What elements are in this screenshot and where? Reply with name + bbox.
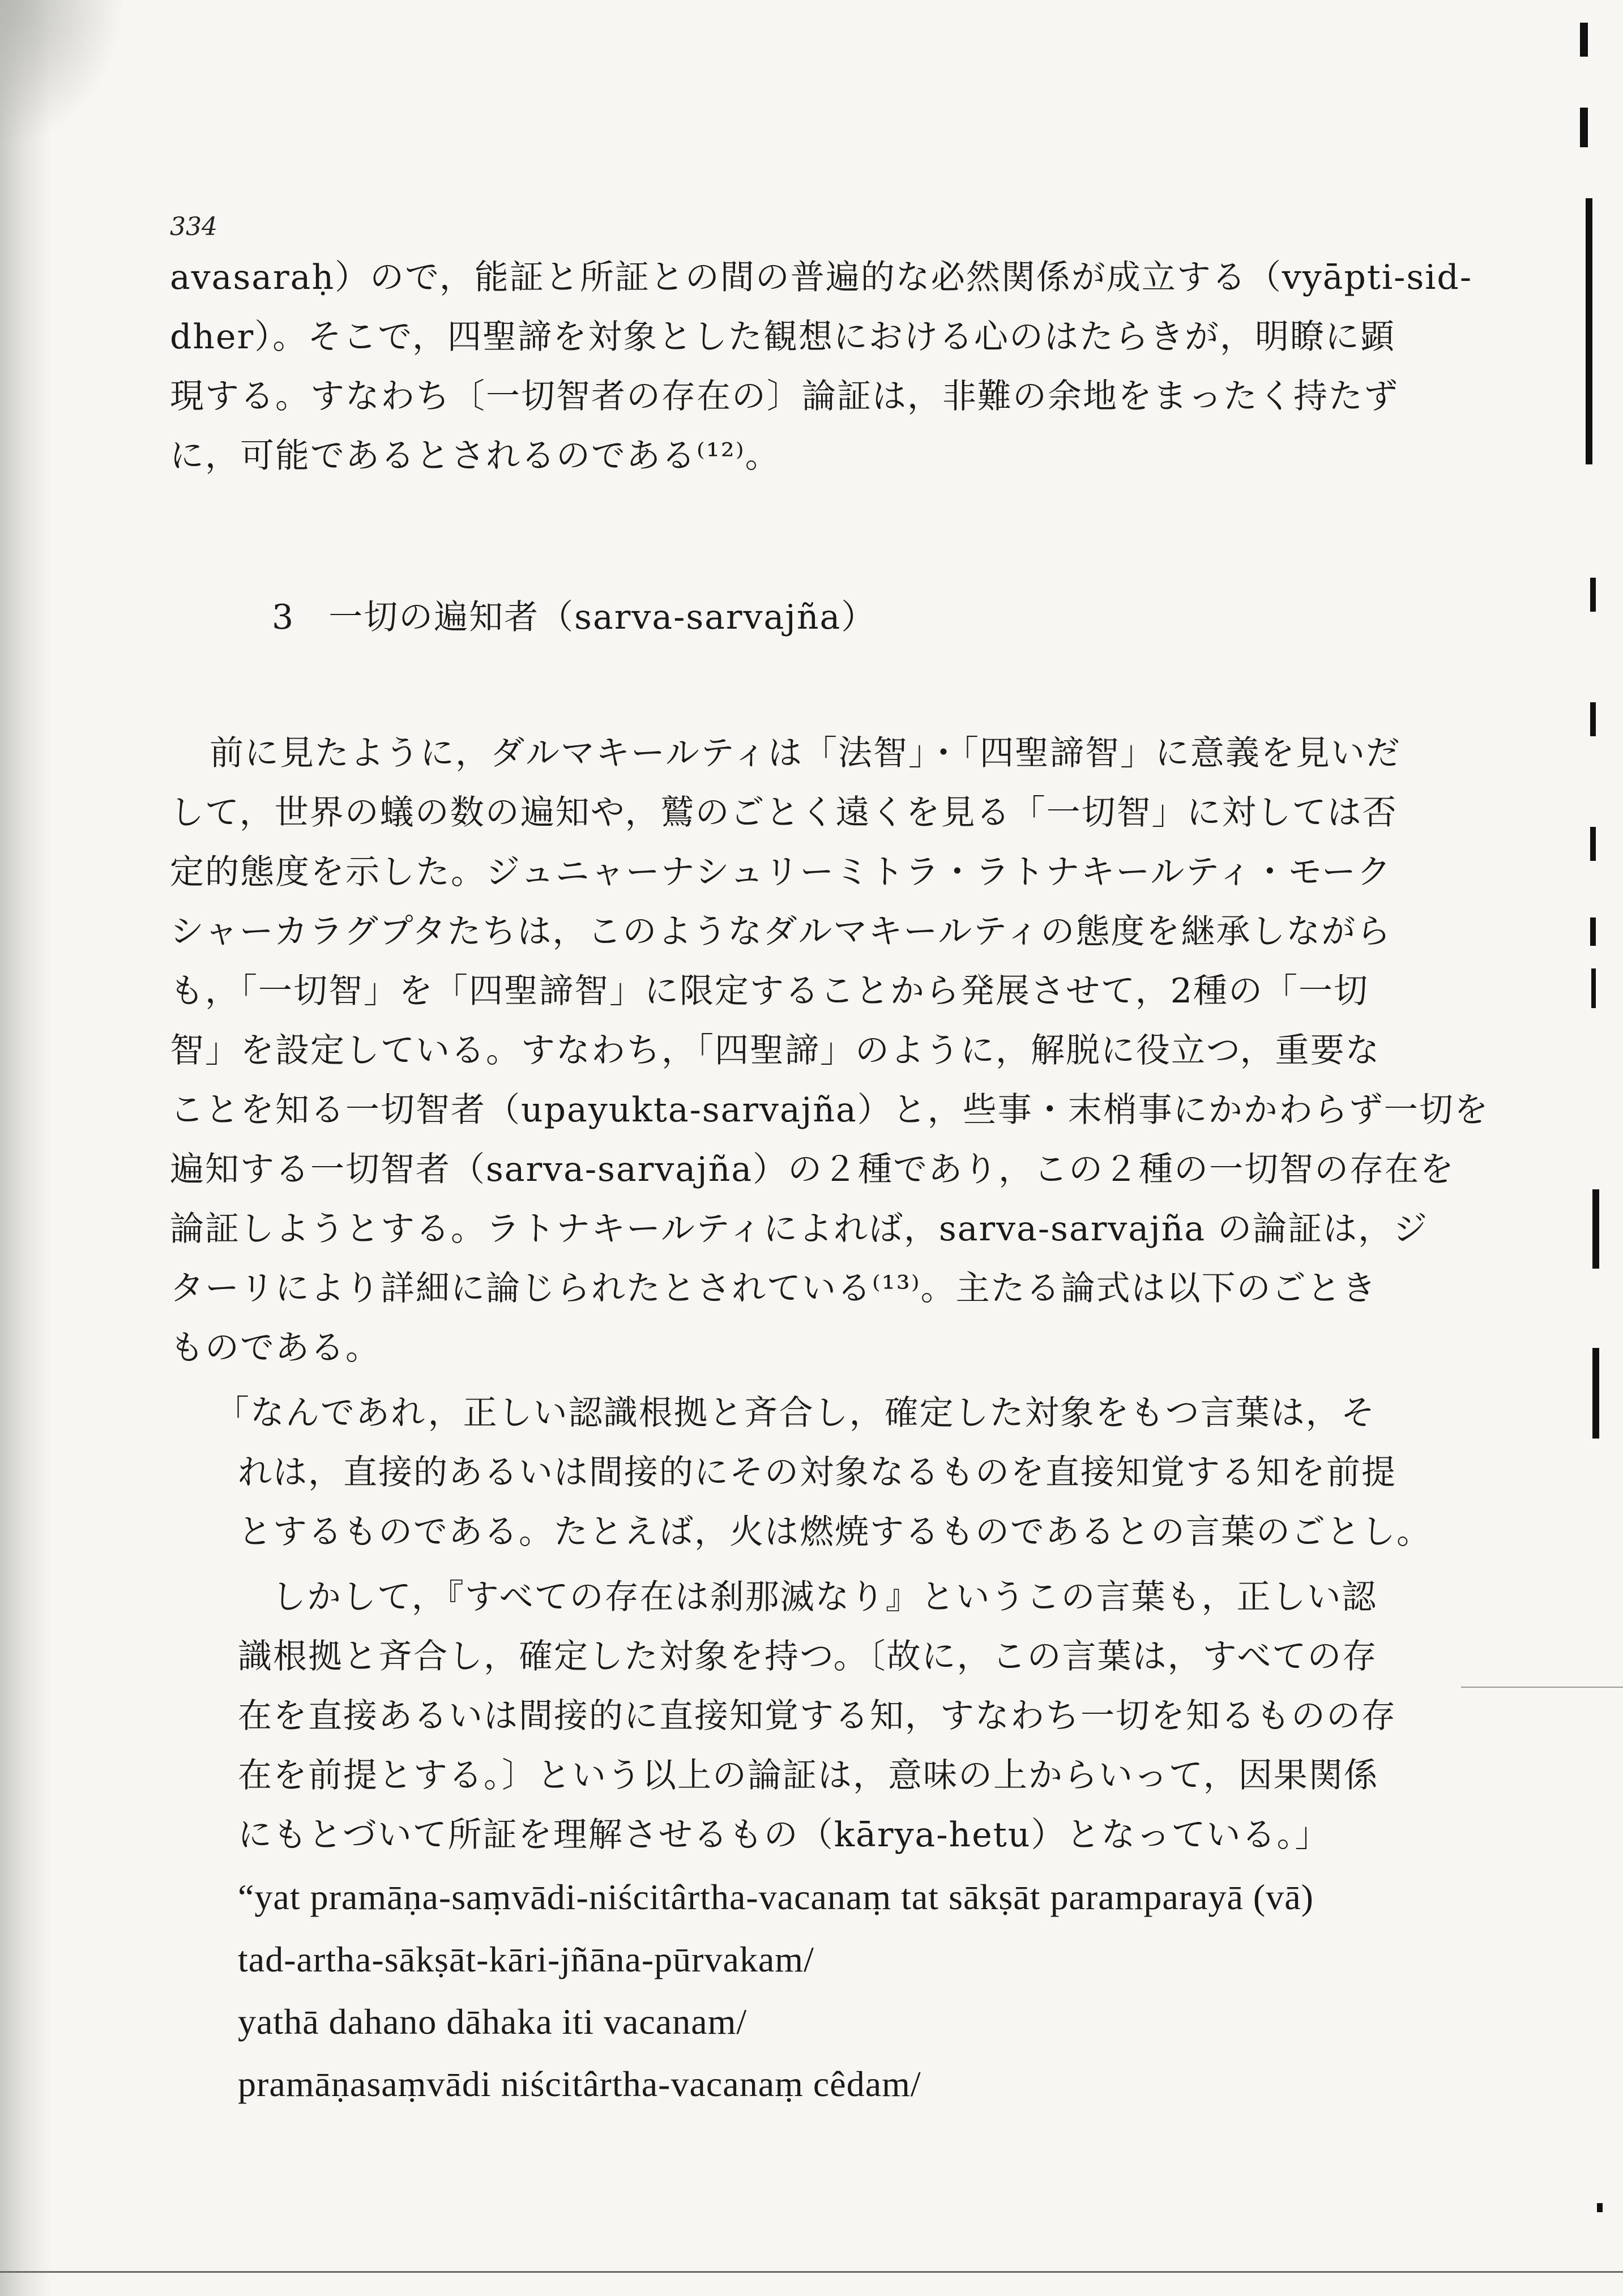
binding-mark xyxy=(1591,968,1596,1008)
text-line: ターリにより詳細に論じられたとされている⁽¹³⁾。主たる論式は以下のごとき xyxy=(170,1269,1377,1308)
page-number: 334 xyxy=(170,212,217,241)
text-line: avasaraḥ）ので，能証と所証との間の普遍的な必然関係が成立する（vyāpti-sid- xyxy=(170,258,1473,297)
sanskrit-line: pramāṇasaṃvādi niścitârtha-vacanaṃ cêdam/ xyxy=(238,2064,921,2104)
sanskrit-line: “yat pramāṇa-saṃvādi-niścitârtha-vacanaṃ tat sākṣāt paramparayā (vā) xyxy=(238,1877,1314,1917)
binding-mark xyxy=(1580,108,1588,147)
binding-mark xyxy=(1590,917,1596,946)
binding-mark xyxy=(1590,578,1596,612)
binding-mark xyxy=(1590,827,1596,861)
text-line: も，「一切智」を「四聖諦智」に限定することから発展させて，2種の「一切 xyxy=(170,971,1369,1011)
sanskrit-line: yathā dahano dāhaka iti vacanam/ xyxy=(238,2001,748,2042)
binding-mark xyxy=(1592,1189,1599,1269)
binding-mark xyxy=(1580,23,1588,57)
text-line: 現する。すなわち〔一切智者の存在の〕論証は，非難の余地をまったく持たず xyxy=(170,377,1399,416)
quote-line: 「なんであれ，正しい認識根拠と斉合し，確定した対象をもつ言葉は，そ xyxy=(215,1393,1376,1433)
text-line: ものである。 xyxy=(170,1328,381,1368)
binding-mark xyxy=(1590,702,1596,736)
quote-line: 在を前提とする。〕という以上の論証は，意味の上からいって，因果関係 xyxy=(238,1756,1379,1795)
section-title: 一切の遍知者（sarva-sarvajña） xyxy=(328,598,877,637)
text-line: 定的態度を示した。ジュニャーナシュリーミトラ・ラトナキールティ・モーク xyxy=(170,852,1392,892)
quote-line: れは，直接的あるいは間接的にその対象なるものを直接知覚する知を前提 xyxy=(238,1453,1396,1492)
quote-line: 在を直接あるいは間接的に直接知覚する知，すなわち一切を知るものの存 xyxy=(238,1696,1396,1736)
quote-line: 識根拠と斉合し，確定した対象を持つ。〔故に，この言葉は，すべての存 xyxy=(238,1637,1378,1676)
section-number: 3 xyxy=(272,598,295,637)
quote-line: にもとづいて所証を理解させるもの（kārya-hetu）となっている。」 xyxy=(238,1815,1330,1855)
text-line: dher）。そこで，四聖諦を対象とした観想における心のはたらきが，明瞭に顕 xyxy=(170,317,1396,357)
binding-mark xyxy=(1597,2203,1603,2212)
text-line: 智」を設定している。すなわち，「四聖諦」のように，解脱に役立つ，重要な xyxy=(170,1031,1381,1070)
text-line: して，世界の蟻の数の遍知や，鷲のごとく遠くを見る「一切智」に対しては否 xyxy=(170,793,1398,833)
scan-shadow-left xyxy=(0,0,51,2296)
quote-line: しかして，『すべての存在は刹那滅なり』というこの言葉も，正しい認 xyxy=(272,1577,1377,1617)
text-line: に，可能であるとされるのである⁽¹²⁾。 xyxy=(170,436,780,476)
text-line: 論証しようとする。ラトナキールティによれば，sarva-sarvajña の論証は，ジ xyxy=(170,1209,1429,1249)
quote-line: とするものである。たとえば，火は燃焼するものであるとの言葉のごとし。 xyxy=(238,1512,1432,1552)
section-heading xyxy=(272,589,876,646)
bottom-rule xyxy=(0,2271,1623,2273)
binding-mark xyxy=(1592,1348,1599,1439)
text-line: 遍知する一切智者（sarva-sarvajña）の２種であり，この２種の一切智の存在を xyxy=(170,1150,1455,1189)
text-line: 前に見たように，ダルマキールティは「法智」・「四聖諦智」に意義を見いだ xyxy=(210,733,1401,773)
scan-shadow-corner xyxy=(0,0,125,147)
text-line: ことを知る一切智者（upayukta-sarvajña）と，些事・末梢事にかかわらず一切を xyxy=(170,1090,1489,1130)
sanskrit-line: tad-artha-sākṣāt-kāri-jñāna-pūrvakam/ xyxy=(238,1939,814,1979)
binding-mark xyxy=(1586,198,1592,464)
scan-line xyxy=(1461,1687,1623,1688)
text-line: シャーカラグプタたちは，このようなダルマキールティの態度を継承しながら xyxy=(170,912,1392,951)
